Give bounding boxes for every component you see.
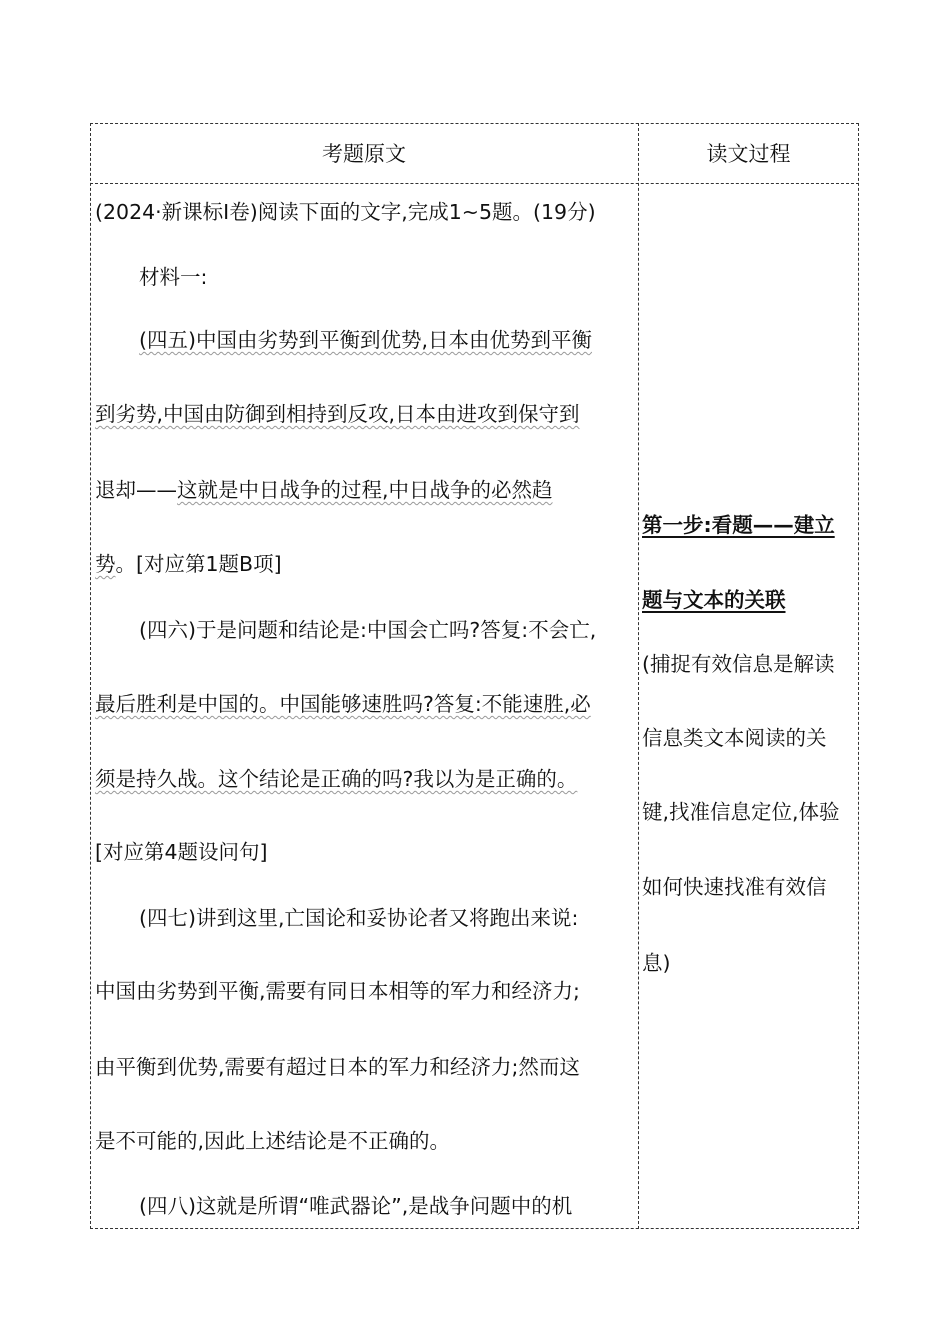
step-desc-line-2: 信息类文本阅读的关 xyxy=(642,726,827,750)
p45-line-4a: 势 xyxy=(95,552,116,576)
p46-line-2: 最后胜利是中国的。中国能够速胜吗?答复:不能速胜,必 xyxy=(95,692,591,716)
p46-line-3: 须是持久战。这个结论是正确的吗?我以为是正确的。 xyxy=(95,767,578,791)
p46-note: [对应第4题设问句] xyxy=(95,840,268,864)
p47-line-4: 是不可能的,因此上述结论是不正确的。 xyxy=(95,1129,451,1153)
p45-line-3a: 退却—— xyxy=(95,478,177,502)
step-title-line-2: 题与文本的关联 xyxy=(642,588,786,612)
p45-line-3 xyxy=(95,476,553,504)
p47-line-1: (四七)讲到这里,亡国论和妥协论者又将跑出来说: xyxy=(139,906,579,930)
p47-line-2: 中国由劣势到平衡,需要有同日本相等的军力和经济力; xyxy=(95,979,580,1003)
p45-line-1: (四五)中国由劣势到平衡到优势,日本由优势到平衡 xyxy=(139,328,593,352)
p46-line-1: (四六)于是问题和结论是:中国会亡吗?答复:不会亡, xyxy=(139,618,597,642)
p45-line-4 xyxy=(95,550,282,578)
header-original-text: 考题原文 xyxy=(322,142,406,166)
p48-line-1: (四八)这就是所谓“唯武器论”,是战争问题中的机 xyxy=(139,1194,573,1218)
p47-line-3: 由平衡到优势,需要有超过日本的军力和经济力;然而这 xyxy=(95,1055,580,1079)
header-divider xyxy=(90,183,859,184)
step-desc-line-3: 键,找准信息定位,体验 xyxy=(642,800,840,824)
column-divider xyxy=(638,123,639,1229)
step-desc-line-5: 息) xyxy=(642,951,671,975)
p45-note: 。[对应第1题B项] xyxy=(115,552,282,576)
material-label: 材料一: xyxy=(139,265,208,289)
p45-line-2: 到劣势,中国由防御到相持到反攻,日本由进攻到保守到 xyxy=(95,402,580,426)
step-title-line-1: 第一步:看题——建立 xyxy=(642,513,835,537)
p45-line-3b: 这就是中日战争的过程,中日战争的必然趋 xyxy=(177,478,553,502)
step-desc-line-4: 如何快速找准有效信 xyxy=(642,875,827,899)
question-intro: (2024·新课标Ⅰ卷)阅读下面的文字,完成1~5题。(19分) xyxy=(95,200,596,224)
step-desc-line-1: (捕捉有效信息是解读 xyxy=(642,652,835,676)
header-reading-process: 读文过程 xyxy=(706,142,791,166)
